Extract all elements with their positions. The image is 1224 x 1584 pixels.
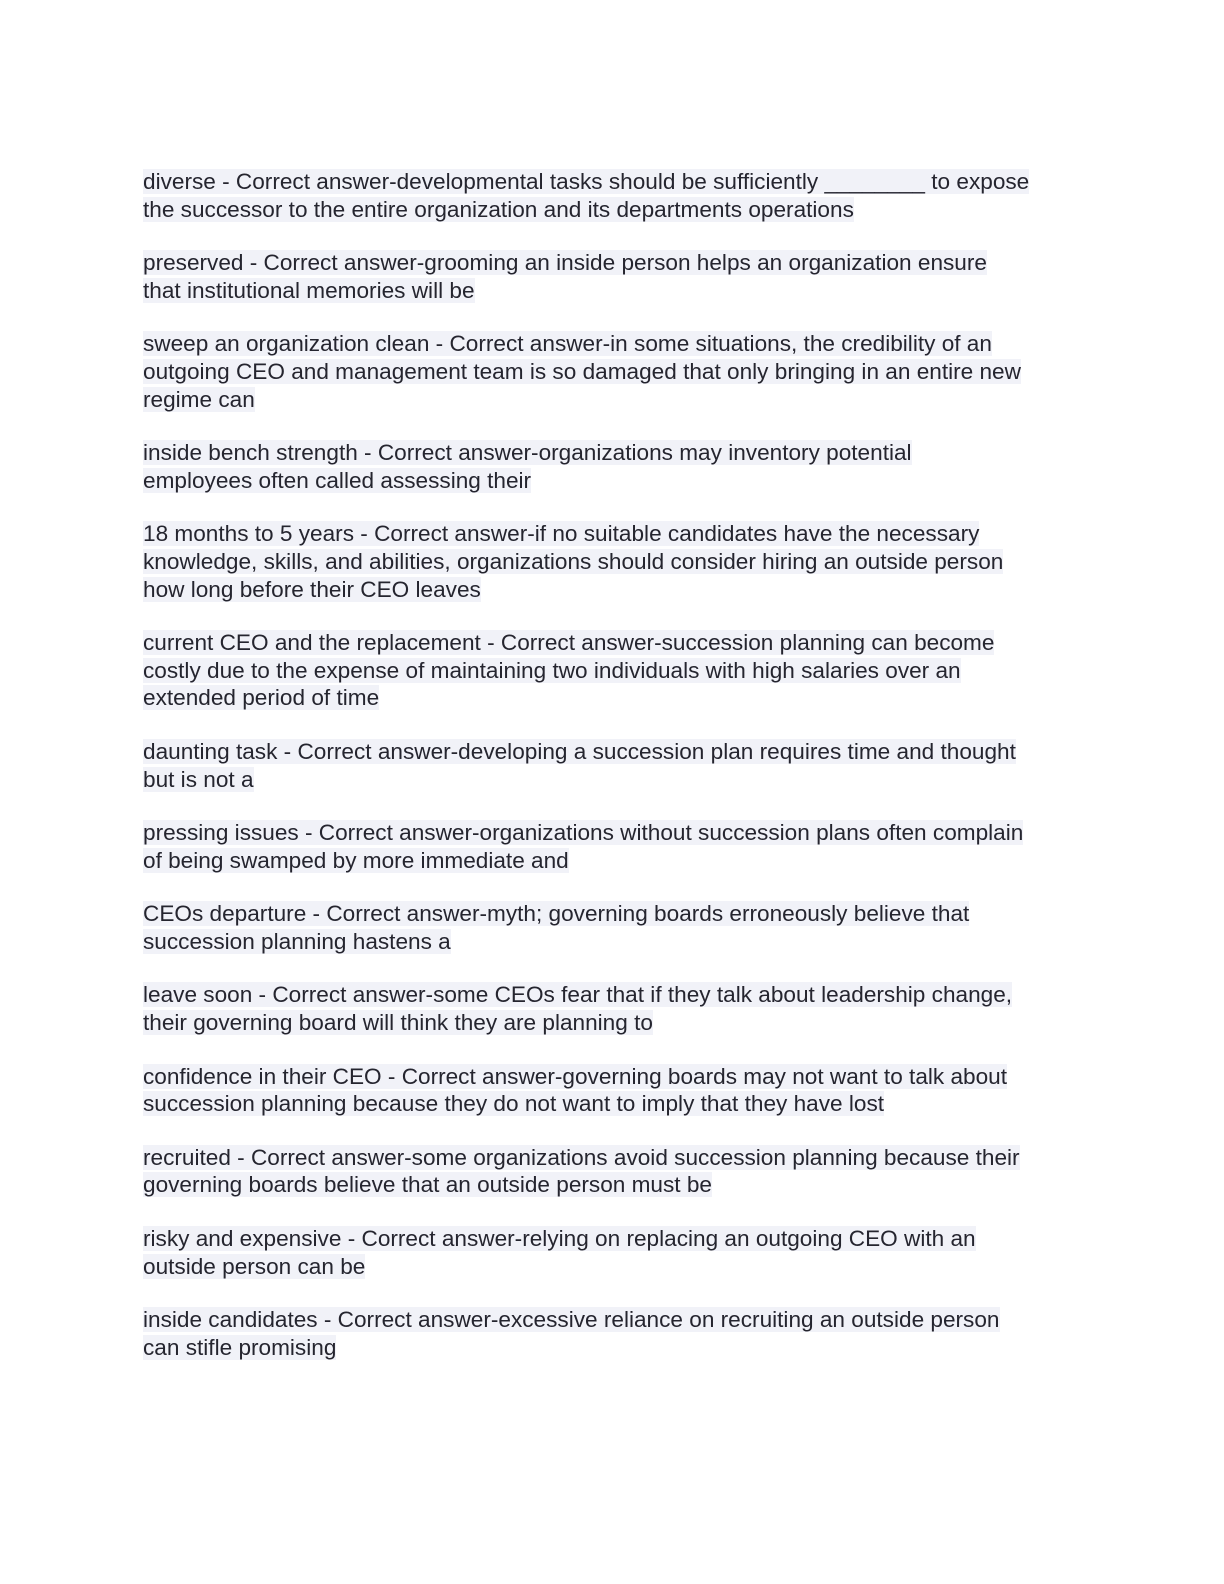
flashcard-entry-current-ceo: current CEO and the replacement - Correct answer-succession planning can become costly due to the expense of maintaining two individuals with high salaries over an extended period of time: [143, 630, 995, 711]
flashcard-entry-preserved: preserved - Correct answer-grooming an inside person helps an organization ensure that institutional memories will be: [143, 250, 987, 303]
flashcard-entry-confidence: confidence in their CEO - Correct answer-governing boards may not want to talk about succession planning because they do not want to imply that they have lost: [143, 1063, 1008, 1117]
flashcard-list: [143, 168, 1083, 1387]
flashcard-entry-pressing-issues: pressing issues - Correct answer-organizations without succession plans often complain of being swamped by more immediate and: [143, 820, 1024, 873]
flashcard-entry-risky-expensive: risky and expensive - Correct answer-relying on replacing an outgoing CEO with an outside person can be: [143, 1226, 976, 1279]
flashcard-entry-daunting-task: daunting task - Correct answer-developing a succession plan requires time and thought but is not a: [143, 738, 1016, 792]
flashcard-entry-bench-strength: inside bench strength - Correct answer-organizations may inventory potential employees often called assessing their: [143, 440, 912, 493]
flashcard-entry-diverse: diverse - Correct answer-developmental tasks should be sufficiently ________ to expose the successor to the entire organization and its departments operations: [143, 169, 1030, 222]
flashcard-entry-ceos-departure: CEOs departure - Correct answer-myth; governing boards erroneously believe that succession planning hastens a: [143, 901, 970, 954]
flashcard-entry-18-months: 18 months to 5 years - Correct answer-if no suitable candidates have the necessary knowledge, skills, and abilities, organizations should consider hiring an outside person how long before their CEO leaves: [143, 521, 1004, 602]
flashcard-entry-recruited: recruited - Correct answer-some organizations avoid succession planning because their governing boards believe that an outside person must be: [143, 1144, 1020, 1198]
flashcard-entry-leave-soon: leave soon - Correct answer-some CEOs fear that if they talk about leadership change, their governing board will think they are planning to: [143, 982, 1013, 1036]
flashcard-entry-inside-candidates: inside candidates - Correct answer-excessive reliance on recruiting an outside person can stifle promising: [143, 1307, 1000, 1360]
flashcard-entry-sweep-clean: sweep an organization clean - Correct answer-in some situations, the credibility of an outgoing CEO and management team is so damaged that only bringing in an entire new regime can: [143, 331, 1021, 412]
